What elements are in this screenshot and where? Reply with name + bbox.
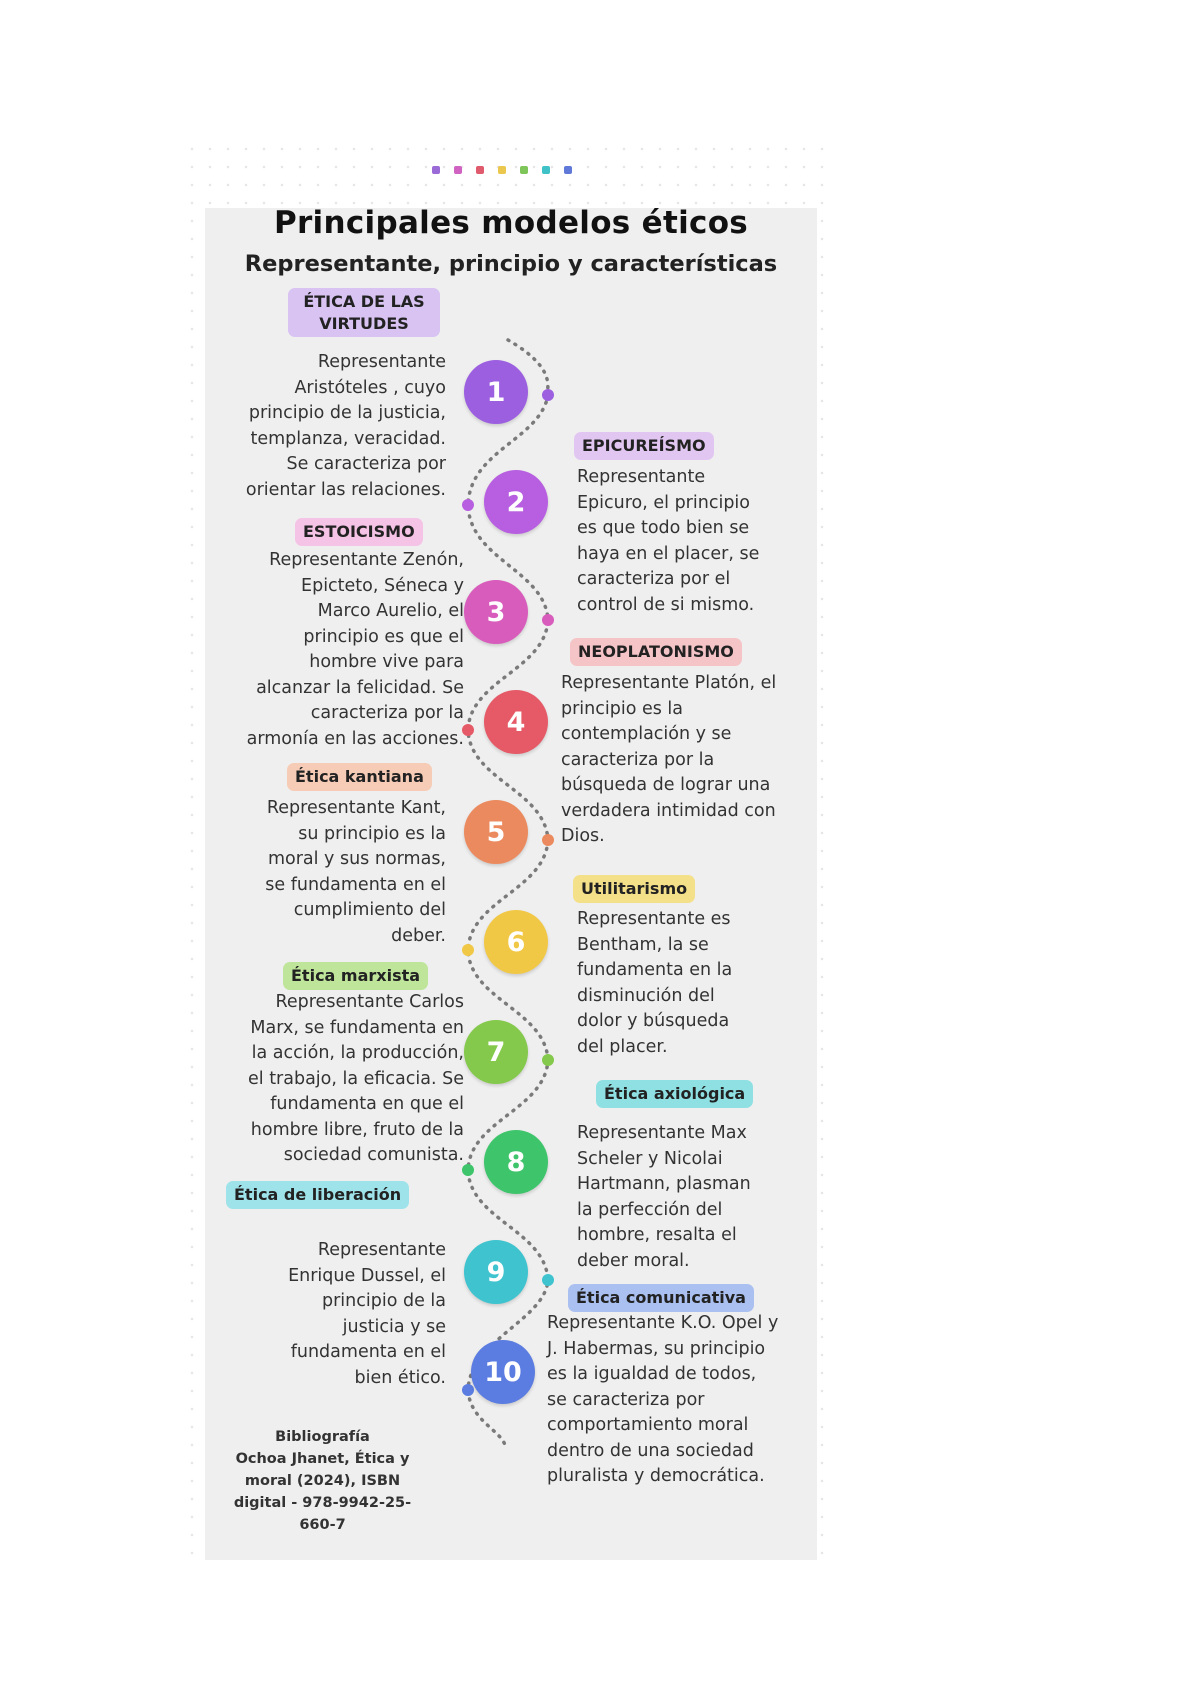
timeline-connector-dot-9 bbox=[542, 1274, 554, 1286]
tag-estoicismo: ESTOICISMO bbox=[295, 518, 423, 546]
timeline-connector-dot-2 bbox=[462, 499, 474, 511]
text-estoicismo: Representante Zenón, Epicteto, Séneca y Marco Aurelio, el principio es que el hombre vive para alcanzar la felicidad. Se caracteriza por la armonía en las acciones. bbox=[246, 550, 464, 749]
step-number-4: 4 bbox=[484, 690, 548, 754]
step-number-8: 8 bbox=[484, 1130, 548, 1194]
step-number-1: 1 bbox=[464, 360, 528, 424]
timeline-connector-dot-3 bbox=[542, 614, 554, 626]
timeline-connector-dot-7 bbox=[542, 1054, 554, 1066]
text-etica-virtudes: Representante Aristóteles , cuyo principio de la justicia, templanza, veracidad. Se caracteriza por orientar las relaciones. bbox=[245, 352, 446, 500]
step-number-6: 6 bbox=[484, 910, 548, 974]
tag-neoplatonismo: NEOPLATONISMO bbox=[570, 638, 742, 666]
text-utilitarismo: Representante es Bentham, la se fundamenta en la disminución del dolor y búsqueda del placer. bbox=[577, 909, 733, 1057]
tag-etica-marxista: Ética marxista bbox=[283, 962, 428, 990]
bibliography: Bibliografía Ochoa Jhanet, Ética y moral (2024), ISBN digital - 978-9942-25- 660-7 bbox=[233, 1429, 412, 1533]
step-number-2: 2 bbox=[484, 470, 548, 534]
page-title: Principales modelos éticos bbox=[273, 205, 749, 241]
tag-etica-comunicativa: Ética comunicativa bbox=[568, 1284, 754, 1312]
tag-etica-axiologica: Ética axiológica bbox=[596, 1080, 753, 1108]
text-epicureismo: Representante Epicuro, el principio es que todo bien se haya en el placer, se caracteriza por el control de si mismo. bbox=[577, 467, 760, 615]
text-etica-comunicativa: Representante K.O. Opel y J. Habermas, su principio es la igualdad de todos, se caracteriza por comportamiento moral dentro de una sociedad pluralista y democrática. bbox=[547, 1313, 779, 1486]
text-neoplatonismo: Representante Platón, el principio es la contemplación y se caracteriza por la búsqueda de lograr una verdadera intimidad con Dios. bbox=[561, 673, 777, 846]
timeline-connector-dot-1 bbox=[542, 389, 554, 401]
text-etica-axiologica: Representante Max Scheler y Nicolai Hartmann, plasman la perfección del hombre, resalta el deber moral. bbox=[577, 1123, 751, 1271]
tag-utilitarismo: Utilitarismo bbox=[573, 875, 695, 903]
tag-etica-kantiana: Ética kantiana bbox=[287, 763, 432, 791]
text-etica-marxista: Representante Carlos Marx, se fundamenta en la acción, la producción, el trabajo, la eficacia. Se fundamenta en que el hombre libre, fruto de la sociedad comunista. bbox=[248, 992, 464, 1165]
timeline-connector-dot-6 bbox=[462, 944, 474, 956]
step-number-9: 9 bbox=[464, 1240, 528, 1304]
text-etica-kantiana: Representante Kant, su principio es la moral y sus normas, se fundamenta en el cumplimiento del deber. bbox=[265, 798, 446, 946]
tag-etica-virtudes: ÉTICA DE LAS VIRTUDES bbox=[288, 288, 440, 337]
timeline-connector-dot-10 bbox=[462, 1384, 474, 1396]
step-number-7: 7 bbox=[464, 1020, 528, 1084]
timeline-connector-dot-5 bbox=[542, 834, 554, 846]
step-number-5: 5 bbox=[464, 800, 528, 864]
tag-etica-liberacion: Ética de liberación bbox=[226, 1181, 409, 1209]
step-number-3: 3 bbox=[464, 580, 528, 644]
step-number-10: 10 bbox=[471, 1340, 535, 1404]
tag-epicureismo: EPICUREÍSMO bbox=[574, 432, 714, 460]
text-etica-liberacion: Representante Enrique Dussel, el principio de la justicia y se fundamenta en el bien ético. bbox=[288, 1240, 446, 1388]
page-subtitle: Representante, principio y características bbox=[244, 251, 778, 277]
